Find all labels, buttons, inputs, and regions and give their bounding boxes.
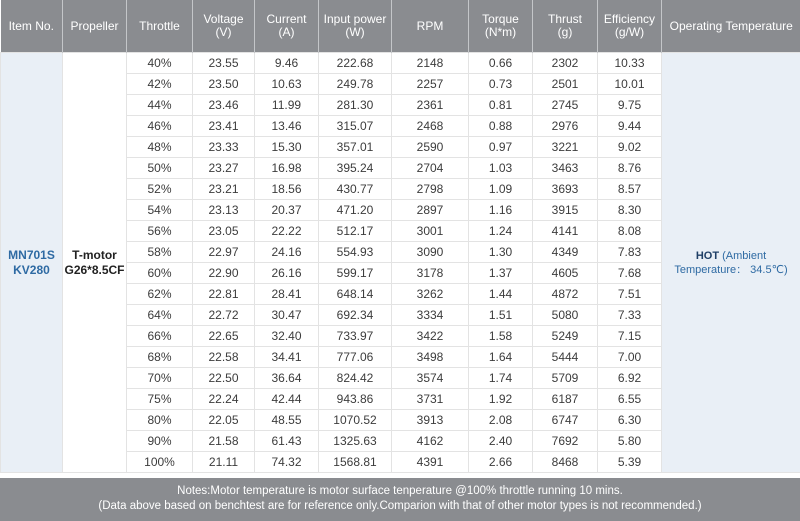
header-item-no: Item No.	[1, 0, 63, 53]
rpm-cell: 3422	[392, 326, 469, 347]
input-power-cell: 554.93	[319, 242, 392, 263]
input-power-cell: 1070.52	[319, 410, 392, 431]
input-power-cell: 648.14	[319, 284, 392, 305]
table-body	[1, 53, 800, 473]
torque-cell: 0.97	[469, 137, 533, 158]
rpm-cell: 2798	[392, 179, 469, 200]
current-cell: 10.63	[255, 74, 319, 95]
header-input-power-label: Input power	[323, 12, 387, 26]
voltage-cell: 22.58	[193, 347, 255, 368]
torque-cell: 1.24	[469, 221, 533, 242]
rpm-cell: 3574	[392, 368, 469, 389]
torque-cell: 0.81	[469, 95, 533, 116]
efficiency-cell: 7.33	[598, 305, 662, 326]
input-power-cell: 357.01	[319, 137, 392, 158]
efficiency-cell: 7.51	[598, 284, 662, 305]
input-power-cell: 943.86	[319, 389, 392, 410]
input-power-cell: 281.30	[319, 95, 392, 116]
torque-cell: 1.03	[469, 158, 533, 179]
table-row	[1, 53, 800, 74]
current-cell: 28.41	[255, 284, 319, 305]
efficiency-cell: 6.30	[598, 410, 662, 431]
voltage-cell: 22.81	[193, 284, 255, 305]
efficiency-cell: 7.83	[598, 242, 662, 263]
header-input-power-unit: (W)	[345, 25, 365, 39]
throttle-cell: 48%	[127, 137, 193, 158]
voltage-cell: 22.65	[193, 326, 255, 347]
voltage-cell: 22.72	[193, 305, 255, 326]
header-efficiency	[598, 0, 662, 53]
throttle-cell: 100%	[127, 452, 193, 473]
torque-cell: 0.66	[469, 53, 533, 74]
throttle-cell: 90%	[127, 431, 193, 452]
input-power-cell: 824.42	[319, 368, 392, 389]
rpm-cell: 3913	[392, 410, 469, 431]
input-power-cell: 395.24	[319, 158, 392, 179]
throttle-cell: 62%	[127, 284, 193, 305]
throttle-cell: 44%	[127, 95, 193, 116]
torque-cell: 2.66	[469, 452, 533, 473]
torque-cell: 1.30	[469, 242, 533, 263]
current-cell: 16.98	[255, 158, 319, 179]
throttle-cell: 70%	[127, 368, 193, 389]
voltage-cell: 23.21	[193, 179, 255, 200]
current-cell: 61.43	[255, 431, 319, 452]
voltage-cell: 23.46	[193, 95, 255, 116]
voltage-cell: 22.24	[193, 389, 255, 410]
header-current-unit: (A)	[278, 25, 295, 39]
thrust-cell: 3463	[533, 158, 598, 179]
header-efficiency-unit: (g/W)	[614, 25, 645, 39]
current-cell: 48.55	[255, 410, 319, 431]
thrust-cell: 5709	[533, 368, 598, 389]
torque-cell: 1.64	[469, 347, 533, 368]
torque-cell: 1.92	[469, 389, 533, 410]
current-cell: 20.37	[255, 200, 319, 221]
rpm-cell: 4162	[392, 431, 469, 452]
current-cell: 15.30	[255, 137, 319, 158]
rpm-cell: 2704	[392, 158, 469, 179]
propeller-model: G26*8.5CF	[64, 262, 125, 277]
thrust-cell: 4605	[533, 263, 598, 284]
efficiency-cell: 7.68	[598, 263, 662, 284]
input-power-cell: 599.17	[319, 263, 392, 284]
rpm-cell: 2897	[392, 200, 469, 221]
input-power-cell: 430.77	[319, 179, 392, 200]
header-thrust-unit: (g)	[557, 25, 573, 39]
header-input-power	[319, 0, 392, 53]
voltage-cell: 22.05	[193, 410, 255, 431]
ambient-value: Temperature： 34.5℃)	[674, 263, 788, 276]
input-power-cell: 315.07	[319, 116, 392, 137]
voltage-cell: 22.50	[193, 368, 255, 389]
thrust-cell: 6187	[533, 389, 598, 410]
notes-line-1: Notes:Motor temperature is motor surface tenperature @100% throttle running 10 mins.	[177, 485, 623, 497]
thrust-cell: 8468	[533, 452, 598, 473]
thrust-cell: 2976	[533, 116, 598, 137]
torque-cell: 1.09	[469, 179, 533, 200]
throttle-cell: 75%	[127, 389, 193, 410]
voltage-cell: 23.50	[193, 74, 255, 95]
rpm-cell: 2257	[392, 74, 469, 95]
voltage-cell: 23.33	[193, 137, 255, 158]
efficiency-cell: 8.08	[598, 221, 662, 242]
efficiency-cell: 9.75	[598, 95, 662, 116]
thrust-cell: 5080	[533, 305, 598, 326]
current-cell: 22.22	[255, 221, 319, 242]
throttle-cell: 60%	[127, 263, 193, 284]
throttle-cell: 80%	[127, 410, 193, 431]
throttle-cell: 40%	[127, 53, 193, 74]
rpm-cell: 2361	[392, 95, 469, 116]
header-propeller: Propeller	[63, 0, 127, 53]
voltage-cell: 23.41	[193, 116, 255, 137]
efficiency-cell: 7.00	[598, 347, 662, 368]
thrust-cell: 2302	[533, 53, 598, 74]
efficiency-cell: 5.39	[598, 452, 662, 473]
efficiency-cell: 6.92	[598, 368, 662, 389]
header-current-label: Current	[266, 12, 307, 26]
current-cell: 36.64	[255, 368, 319, 389]
current-cell: 42.44	[255, 389, 319, 410]
throttle-cell: 64%	[127, 305, 193, 326]
throttle-cell: 54%	[127, 200, 193, 221]
thrust-cell: 2745	[533, 95, 598, 116]
rpm-cell: 3001	[392, 221, 469, 242]
throttle-cell: 68%	[127, 347, 193, 368]
thrust-cell: 4872	[533, 284, 598, 305]
efficiency-cell: 6.55	[598, 389, 662, 410]
throttle-cell: 46%	[127, 116, 193, 137]
rpm-cell: 3178	[392, 263, 469, 284]
throttle-cell: 42%	[127, 74, 193, 95]
voltage-cell: 21.58	[193, 431, 255, 452]
torque-cell: 1.51	[469, 305, 533, 326]
input-power-cell: 222.68	[319, 53, 392, 74]
thrust-cell: 5249	[533, 326, 598, 347]
header-torque-unit: (N*m)	[484, 25, 517, 39]
thrust-cell: 2501	[533, 74, 598, 95]
torque-cell: 1.74	[469, 368, 533, 389]
rpm-cell: 3334	[392, 305, 469, 326]
efficiency-cell: 9.44	[598, 116, 662, 137]
efficiency-cell: 7.15	[598, 326, 662, 347]
current-cell: 24.16	[255, 242, 319, 263]
thrust-cell: 7692	[533, 431, 598, 452]
torque-cell: 1.44	[469, 284, 533, 305]
item-model: MN701S	[8, 247, 55, 262]
operating-temperature-cell	[662, 53, 800, 473]
current-cell: 32.40	[255, 326, 319, 347]
current-cell: 18.56	[255, 179, 319, 200]
rpm-cell: 2590	[392, 137, 469, 158]
propeller-brand: T-motor	[72, 247, 117, 262]
header-torque-label: Torque	[482, 12, 519, 26]
rpm-cell: 4391	[392, 452, 469, 473]
current-cell: 74.32	[255, 452, 319, 473]
voltage-cell: 23.27	[193, 158, 255, 179]
input-power-cell: 249.78	[319, 74, 392, 95]
voltage-cell: 21.11	[193, 452, 255, 473]
torque-cell: 2.08	[469, 410, 533, 431]
input-power-cell: 733.97	[319, 326, 392, 347]
current-cell: 30.47	[255, 305, 319, 326]
voltage-cell: 23.05	[193, 221, 255, 242]
input-power-cell: 777.06	[319, 347, 392, 368]
throttle-cell: 52%	[127, 179, 193, 200]
efficiency-cell: 8.76	[598, 158, 662, 179]
current-cell: 34.41	[255, 347, 319, 368]
rpm-cell: 3262	[392, 284, 469, 305]
input-power-cell: 512.17	[319, 221, 392, 242]
header-thrust	[533, 0, 598, 53]
temperature-status: HOT	[695, 249, 720, 262]
efficiency-cell: 9.02	[598, 137, 662, 158]
torque-cell: 0.73	[469, 74, 533, 95]
thrust-cell: 3221	[533, 137, 598, 158]
item-no-cell	[1, 53, 63, 473]
header-torque	[469, 0, 533, 53]
header-rpm: RPM	[392, 0, 469, 53]
propeller-cell	[63, 53, 127, 473]
thrust-cell: 4349	[533, 242, 598, 263]
voltage-cell: 23.13	[193, 200, 255, 221]
thrust-cell: 5444	[533, 347, 598, 368]
current-cell: 9.46	[255, 53, 319, 74]
rpm-cell: 3731	[392, 389, 469, 410]
ambient-label: (Ambient	[722, 249, 767, 262]
notes-line-2: (Data above based on benchtest are for reference only.Comparion with that of other motor types is not recommended.)	[98, 500, 702, 512]
header-thrust-label: Thrust	[547, 12, 582, 26]
item-kv: KV280	[13, 262, 50, 277]
header-operating-temperature: Operating Temperature	[662, 0, 800, 53]
thrust-cell: 6747	[533, 410, 598, 431]
torque-cell: 1.37	[469, 263, 533, 284]
voltage-cell: 22.97	[193, 242, 255, 263]
thrust-cell: 4141	[533, 221, 598, 242]
throttle-cell: 58%	[127, 242, 193, 263]
input-power-cell: 1325.63	[319, 431, 392, 452]
notes-footer	[0, 478, 800, 521]
throttle-cell: 56%	[127, 221, 193, 242]
thrust-cell: 3693	[533, 179, 598, 200]
current-cell: 26.16	[255, 263, 319, 284]
torque-cell: 2.40	[469, 431, 533, 452]
throttle-cell: 50%	[127, 158, 193, 179]
torque-cell: 0.88	[469, 116, 533, 137]
voltage-cell: 23.55	[193, 53, 255, 74]
torque-cell: 1.16	[469, 200, 533, 221]
efficiency-cell: 5.80	[598, 431, 662, 452]
torque-cell: 1.58	[469, 326, 533, 347]
current-cell: 11.99	[255, 95, 319, 116]
header-voltage-unit: (V)	[215, 25, 232, 39]
input-power-cell: 1568.81	[319, 452, 392, 473]
header-row	[1, 0, 800, 53]
efficiency-cell: 10.01	[598, 74, 662, 95]
thrust-cell: 3915	[533, 200, 598, 221]
rpm-cell: 2468	[392, 116, 469, 137]
throttle-cell: 66%	[127, 326, 193, 347]
input-power-cell: 471.20	[319, 200, 392, 221]
rpm-cell: 3090	[392, 242, 469, 263]
header-throttle: Throttle	[127, 0, 193, 53]
input-power-cell: 692.34	[319, 305, 392, 326]
header-voltage	[193, 0, 255, 53]
header-current	[255, 0, 319, 53]
efficiency-cell: 8.57	[598, 179, 662, 200]
header-voltage-label: Voltage	[203, 12, 244, 26]
rpm-cell: 3498	[392, 347, 469, 368]
header-efficiency-label: Efficiency	[603, 12, 656, 26]
voltage-cell: 22.90	[193, 263, 255, 284]
current-cell: 13.46	[255, 116, 319, 137]
efficiency-cell: 8.30	[598, 200, 662, 221]
rpm-cell: 2148	[392, 53, 469, 74]
efficiency-cell: 10.33	[598, 53, 662, 74]
